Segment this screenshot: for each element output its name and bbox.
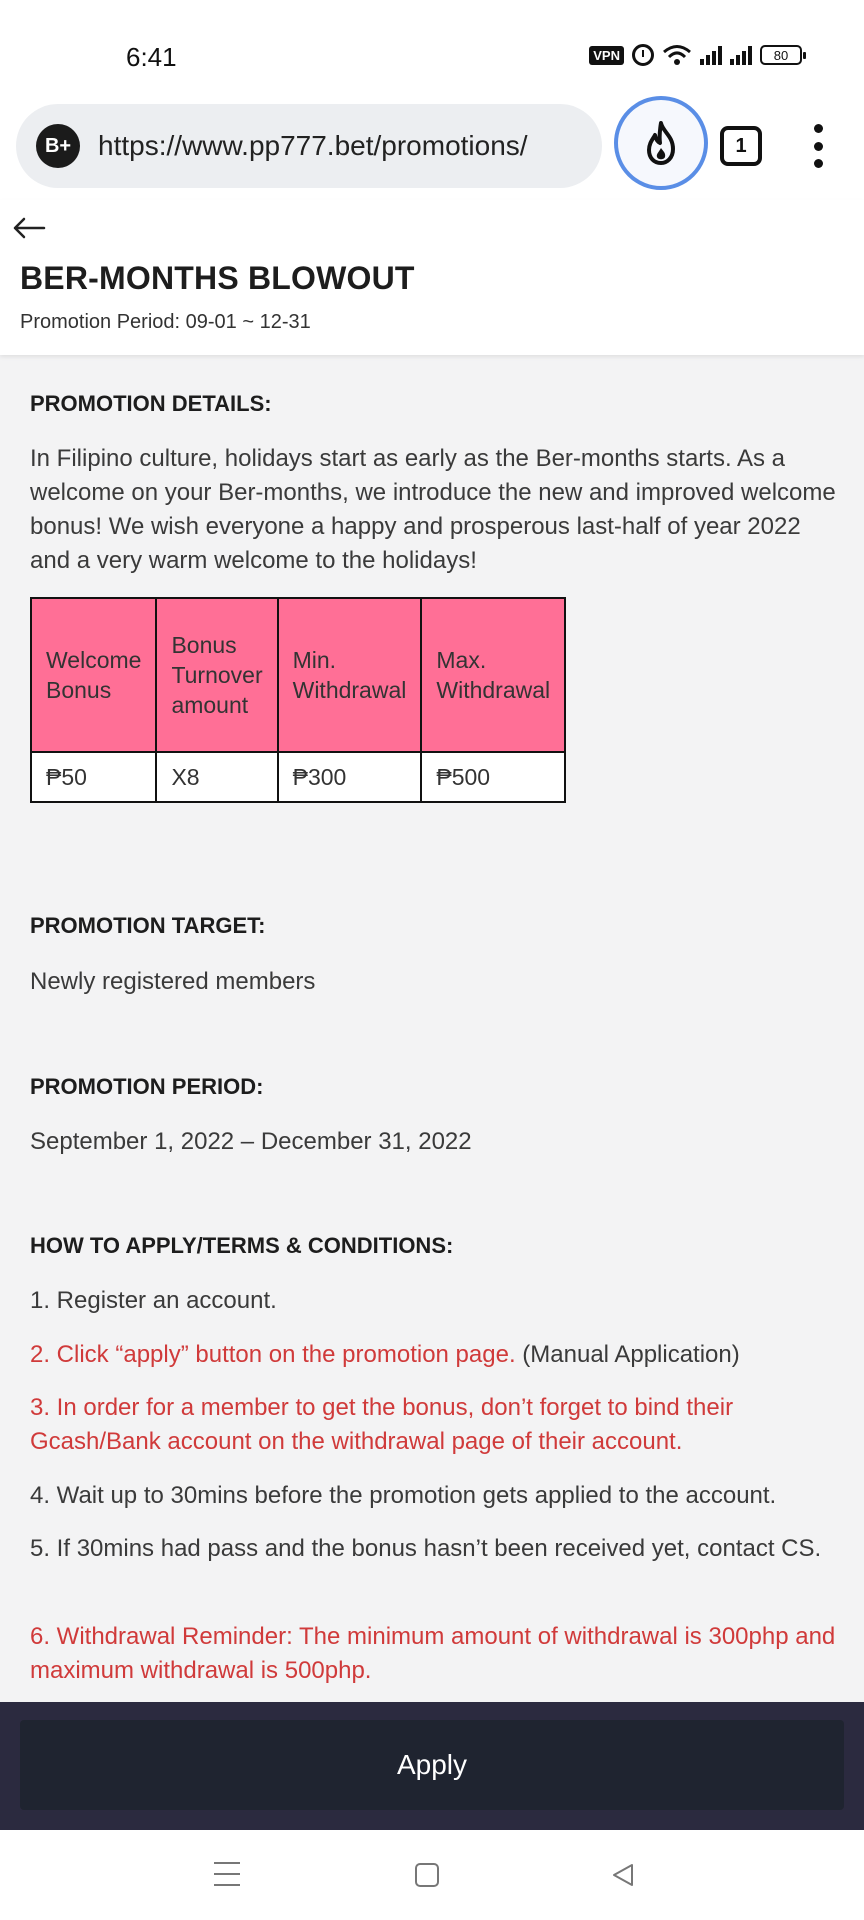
terms-item-2 xyxy=(30,1338,836,1372)
terms-item-2-highlight: 2. Click “apply” button on the promotion page. xyxy=(30,1341,516,1368)
details-text: In Filipino culture, holidays start as early as the Ber-months starts. As a welcome on your Ber-months, we introduce the new and improved welcome bonus! We wish everyone a happy and prosperous last-half of year 2022 and a very warm welcome to the holidays! xyxy=(30,445,836,574)
table-header-cell: Welcome Bonus xyxy=(31,598,156,752)
fire-button[interactable] xyxy=(614,96,708,190)
more-menu-button[interactable] xyxy=(806,124,830,168)
tabs-button[interactable]: 1 xyxy=(720,126,762,166)
system-nav-bar xyxy=(0,1830,864,1920)
details-heading: PROMOTION DETAILS: xyxy=(30,391,272,416)
terms-heading: HOW TO APPLY/TERMS & CONDITIONS: xyxy=(30,1233,454,1258)
signal-icon-2 xyxy=(730,45,752,65)
terms-item-5: 5. If 30mins had pass and the bonus hasn’t been received yet, contact CS. xyxy=(30,1535,822,1562)
apply-button[interactable]: Apply xyxy=(20,1720,844,1810)
signal-icon xyxy=(700,45,722,65)
back-triangle-icon[interactable] xyxy=(610,1862,636,1888)
table-row xyxy=(31,752,565,802)
promotion-period-label: Promotion Period: 09-01 ~ 12-31 xyxy=(20,311,311,333)
site-info-icon[interactable]: B+ xyxy=(36,124,80,168)
table-header-cell: Min. Withdrawal xyxy=(278,598,422,752)
period-text: September 1, 2022 – December 31, 2022 xyxy=(30,1128,472,1155)
table-cell: ₱500 xyxy=(421,752,565,802)
recents-icon[interactable] xyxy=(214,1862,240,1886)
terms-item-1: 1. Register an account. xyxy=(30,1287,277,1314)
battery-icon: 80 xyxy=(760,45,802,65)
vpn-icon: VPN xyxy=(589,46,624,65)
table-cell: ₱300 xyxy=(278,752,422,802)
terms-item-4: 4. Wait up to 30mins before the promotion gets applied to the account. xyxy=(30,1482,777,1509)
bonus-table xyxy=(30,597,566,803)
fire-icon xyxy=(641,120,681,166)
address-bar[interactable] xyxy=(16,104,602,188)
browser-toolbar xyxy=(0,104,864,200)
alarm-icon xyxy=(632,44,654,66)
table-cell: X8 xyxy=(156,752,277,802)
table-header-cell: Bonus Turnover amount xyxy=(156,598,277,752)
home-icon[interactable] xyxy=(415,1863,439,1887)
terms-item-6: 6. Withdrawal Reminder: The minimum amount of withdrawal is 300php and maximum withdrawal is 500php. xyxy=(30,1623,836,1684)
table-header-cell: Max. Withdrawal xyxy=(421,598,565,752)
url-text[interactable]: https://www.pp777.bet/promotions/ xyxy=(98,130,528,161)
table-header-row xyxy=(31,598,565,752)
table-cell: ₱50 xyxy=(31,752,156,802)
status-bar xyxy=(0,0,864,104)
status-icons xyxy=(589,44,802,66)
terms-item-2-note: (Manual Application) xyxy=(515,1341,740,1368)
target-text: Newly registered members xyxy=(30,968,316,995)
apply-bar xyxy=(0,1702,864,1830)
page-header xyxy=(0,200,864,355)
terms-item-3: 3. In order for a member to get the bonus, don’t forget to bind their Gcash/Bank account on the withdrawal page of their account. xyxy=(30,1394,734,1455)
wifi-icon xyxy=(662,44,692,66)
status-time: 6:41 xyxy=(126,42,177,72)
back-arrow-icon[interactable] xyxy=(12,216,46,240)
target-heading: PROMOTION TARGET: xyxy=(30,913,266,938)
period-heading: PROMOTION PERIOD: xyxy=(30,1074,264,1099)
page-title: BER-MONTHS BLOWOUT xyxy=(20,260,415,296)
